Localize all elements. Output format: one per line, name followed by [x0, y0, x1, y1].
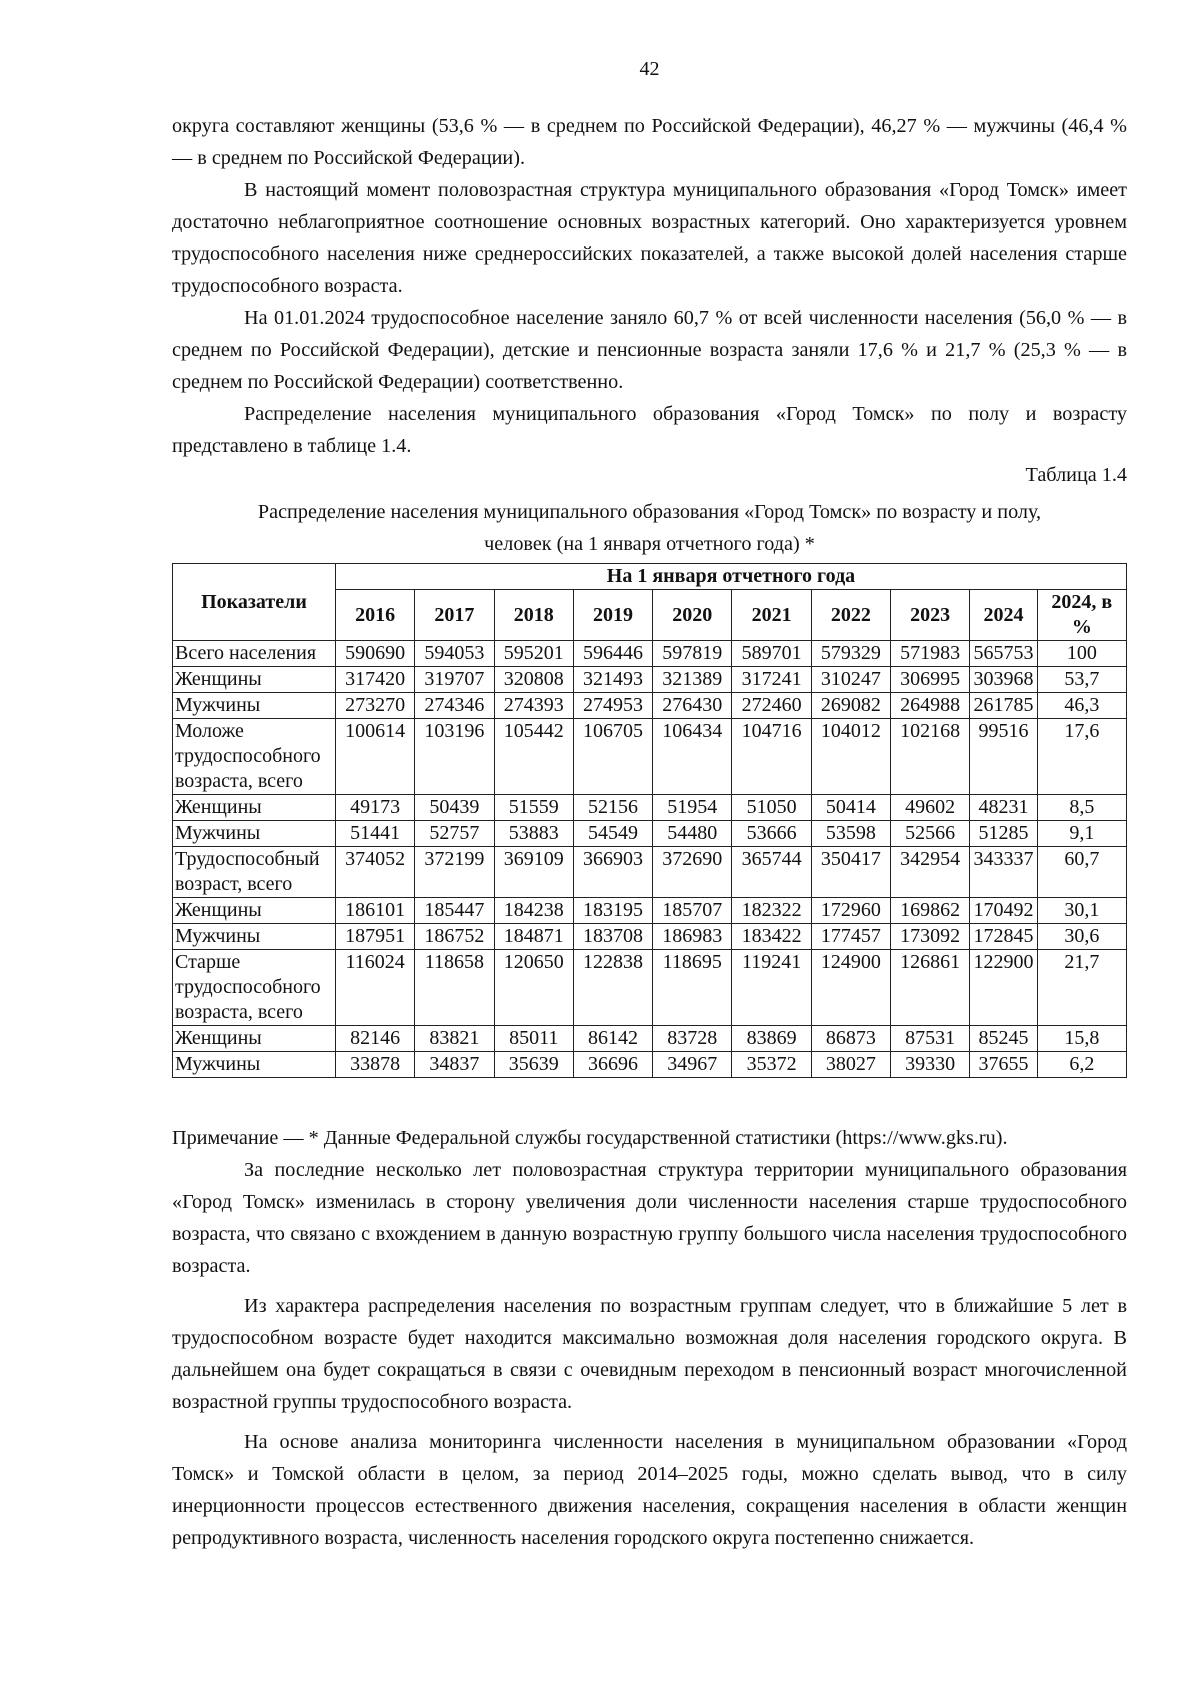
table-cell: 187951 — [335, 924, 414, 950]
row-label: Женщины — [173, 898, 336, 924]
table-label: Таблица 1.4 — [1025, 464, 1127, 486]
intro-paragraph: В настоящий момент половозрастная структура муниципального образования «Город Томск» имеет достаточно неблагоприятное соотношение основных возрастных категорий. Оно характеризуется уровнем трудоспособного населения ниже среднероссийских показателей, а также высокой долей населения старше трудоспособного возраста. — [172, 179, 1127, 297]
table-cell: 350417 — [811, 847, 890, 898]
closing-paragraph: На основе анализа мониторинга численности населения в муниципальном образовании «Город Томск» и Томской области в целом, за период 2014–2025 годы, можно сделать вывод, что в силу инерционности процессов естественного движения населения, сокращения населения в области женщин репродуктивного возраста, численность населения городского округа постепенно снижается. — [172, 1431, 1127, 1549]
table-cell: 310247 — [811, 667, 890, 693]
table-row — [173, 1026, 1127, 1052]
table-cell: 186752 — [415, 924, 494, 950]
table-cell: 106434 — [653, 719, 732, 795]
table-cell: 54480 — [653, 821, 732, 847]
table-cell: 46,3 — [1037, 693, 1126, 719]
table-cell: 51285 — [970, 821, 1037, 847]
header-year: 2021 — [732, 590, 811, 641]
table-row — [173, 693, 1127, 719]
table-cell: 342954 — [891, 847, 970, 898]
table-cell: 170492 — [970, 898, 1037, 924]
row-label: Всего населения — [173, 641, 336, 667]
table-cell: 184871 — [494, 924, 573, 950]
table-cell: 34967 — [653, 1052, 732, 1078]
table-cell: 83821 — [415, 1026, 494, 1052]
table-cell: 21,7 — [1037, 950, 1126, 1026]
table-cell: 52156 — [573, 795, 652, 821]
header-year: 2018 — [494, 590, 573, 641]
table-cell: 183195 — [573, 898, 652, 924]
table-cell: 102168 — [891, 719, 970, 795]
table-cell: 51559 — [494, 795, 573, 821]
table-cell: 36696 — [573, 1052, 652, 1078]
table-cell: 374052 — [335, 847, 414, 898]
table-cell: 372690 — [653, 847, 732, 898]
table-cell: 50439 — [415, 795, 494, 821]
table-cell: 15,8 — [1037, 1026, 1126, 1052]
table-cell: 169862 — [891, 898, 970, 924]
table-cell: 183422 — [732, 924, 811, 950]
table-cell: 172845 — [970, 924, 1037, 950]
table-cell: 321493 — [573, 667, 652, 693]
table-header-row — [173, 564, 1127, 590]
header-year: 2019 — [573, 590, 652, 641]
table-cell: 122900 — [970, 950, 1037, 1026]
row-label: Мужчины — [173, 924, 336, 950]
table-cell: 6,2 — [1037, 1052, 1126, 1078]
table-caption-line: человек (на 1 января отчетного года) * — [484, 533, 815, 555]
table-cell: 53883 — [494, 821, 573, 847]
table-cell: 38027 — [811, 1052, 890, 1078]
table-cell: 366903 — [573, 847, 652, 898]
table-cell: 30,6 — [1037, 924, 1126, 950]
table-cell: 177457 — [811, 924, 890, 950]
header-indicator: Показатели — [173, 564, 336, 641]
table-body — [173, 641, 1127, 1078]
table-cell: 183708 — [573, 924, 652, 950]
row-label: Моложе трудоспособного возраста, всего — [173, 719, 336, 795]
header-year: 2022 — [811, 590, 890, 641]
row-label: Женщины — [173, 1026, 336, 1052]
table-cell: 104716 — [732, 719, 811, 795]
table-cell: 274393 — [494, 693, 573, 719]
table-cell: 173092 — [891, 924, 970, 950]
table-cell: 594053 — [415, 641, 494, 667]
table-cell: 596446 — [573, 641, 652, 667]
table-row — [173, 719, 1127, 795]
table-cell: 116024 — [335, 950, 414, 1026]
table-cell: 100614 — [335, 719, 414, 795]
table-cell: 261785 — [970, 693, 1037, 719]
table-cell: 83728 — [653, 1026, 732, 1052]
table-cell: 51050 — [732, 795, 811, 821]
table-cell: 30,1 — [1037, 898, 1126, 924]
header-year: 2024, в % — [1037, 590, 1126, 641]
table-row — [173, 950, 1127, 1026]
table-caption — [172, 496, 1127, 560]
table-cell: 372199 — [415, 847, 494, 898]
table-cell: 35639 — [494, 1052, 573, 1078]
table-row — [173, 924, 1127, 950]
row-label: Женщины — [173, 667, 336, 693]
table-cell: 119241 — [732, 950, 811, 1026]
table-cell: 105442 — [494, 719, 573, 795]
table-cell: 185447 — [415, 898, 494, 924]
table-cell: 83869 — [732, 1026, 811, 1052]
table-cell: 269082 — [811, 693, 890, 719]
table-cell: 186983 — [653, 924, 732, 950]
table-cell: 320808 — [494, 667, 573, 693]
table-cell: 82146 — [335, 1026, 414, 1052]
table-cell: 39330 — [891, 1052, 970, 1078]
table-row — [173, 795, 1127, 821]
table-cell: 100 — [1037, 641, 1126, 667]
row-label: Старше трудоспособного возраста, всего — [173, 950, 336, 1026]
table-cell: 51954 — [653, 795, 732, 821]
closing-paragraph: Из характера распределения населения по возрастным группам следует, что в ближайшие 5 лет в трудоспособном возрасте будет находится максимально возможная доля населения городского округа. В дальнейшем она будет сокращаться в связи с очевидным переходом в пенсионный возраст многочисленной возрастной группы трудоспособного возраста. — [172, 1295, 1127, 1413]
row-label: Женщины — [173, 795, 336, 821]
table-cell: 33878 — [335, 1052, 414, 1078]
table-cell: 321389 — [653, 667, 732, 693]
table-row — [173, 667, 1127, 693]
table-cell: 317241 — [732, 667, 811, 693]
intro-paragraph: округа составляют женщины (53,6 % — в среднем по Российской Федерации), 46,27 % — мужчины (46,4 % — в среднем по Российской Федерации). — [172, 115, 1127, 169]
table-cell: 276430 — [653, 693, 732, 719]
header-year: 2017 — [415, 590, 494, 641]
table-cell: 184238 — [494, 898, 573, 924]
table-cell: 118658 — [415, 950, 494, 1026]
table-cell: 317420 — [335, 667, 414, 693]
table-cell: 86142 — [573, 1026, 652, 1052]
table-cell: 274953 — [573, 693, 652, 719]
table-cell: 99516 — [970, 719, 1037, 795]
table-cell: 597819 — [653, 641, 732, 667]
table-cell: 53,7 — [1037, 667, 1126, 693]
table-row — [173, 847, 1127, 898]
header-year: 2024 — [970, 590, 1037, 641]
intro-text — [172, 110, 1127, 462]
intro-paragraph: На 01.01.2024 трудоспособное население заняло 60,7 % от всей численности населения (56,0 % — в среднем по Российской Федерации), детские и пенсионные возраста заняли 17,6 % и 21,7 % (25,3 % — в среднем по Российской Федерации) соответственно. — [172, 307, 1127, 393]
table-cell: 50414 — [811, 795, 890, 821]
header-year: 2023 — [891, 590, 970, 641]
table-cell: 124900 — [811, 950, 890, 1026]
table-cell: 87531 — [891, 1026, 970, 1052]
table-cell: 264988 — [891, 693, 970, 719]
table-cell: 35372 — [732, 1052, 811, 1078]
page-number: 42 — [639, 58, 660, 80]
table-cell: 85011 — [494, 1026, 573, 1052]
table-note: Примечание — * Данные Федеральной службы государственной статистики (https://www.gks.ru). — [172, 1127, 1008, 1149]
table-cell: 186101 — [335, 898, 414, 924]
table-cell: 274346 — [415, 693, 494, 719]
table-cell: 52757 — [415, 821, 494, 847]
table-cell: 122838 — [573, 950, 652, 1026]
table-cell: 53666 — [732, 821, 811, 847]
header-year: 2020 — [653, 590, 732, 641]
table-row — [173, 898, 1127, 924]
table-row — [173, 821, 1127, 847]
table-cell: 9,1 — [1037, 821, 1126, 847]
table-cell: 182322 — [732, 898, 811, 924]
table-cell: 365744 — [732, 847, 811, 898]
table-cell: 103196 — [415, 719, 494, 795]
table-cell: 126861 — [891, 950, 970, 1026]
table-row — [173, 1052, 1127, 1078]
intro-paragraph: Распределение населения муниципального образования «Город Томск» по полу и возрасту представлено в таблице 1.4. — [172, 403, 1127, 457]
table-cell: 590690 — [335, 641, 414, 667]
table-cell: 34837 — [415, 1052, 494, 1078]
table-cell: 104012 — [811, 719, 890, 795]
table-cell: 86873 — [811, 1026, 890, 1052]
table-cell: 272460 — [732, 693, 811, 719]
table-cell: 37655 — [970, 1052, 1037, 1078]
table-cell: 273270 — [335, 693, 414, 719]
table-cell: 49602 — [891, 795, 970, 821]
table-cell: 172960 — [811, 898, 890, 924]
table-caption-line: Распределение населения муниципального образования «Город Томск» по возрасту и полу, — [257, 501, 1042, 523]
table-cell: 54549 — [573, 821, 652, 847]
row-label: Мужчины — [173, 1052, 336, 1078]
table-cell: 343337 — [970, 847, 1037, 898]
row-label: Мужчины — [173, 821, 336, 847]
table-cell: 571983 — [891, 641, 970, 667]
table-cell: 51441 — [335, 821, 414, 847]
table-cell: 106705 — [573, 719, 652, 795]
table-cell: 52566 — [891, 821, 970, 847]
table-cell: 8,5 — [1037, 795, 1126, 821]
table-row — [173, 641, 1127, 667]
row-label: Мужчины — [173, 693, 336, 719]
table-cell: 120650 — [494, 950, 573, 1026]
header-year: 2016 — [335, 590, 414, 641]
table-cell: 595201 — [494, 641, 573, 667]
table-cell: 579329 — [811, 641, 890, 667]
table-cell: 60,7 — [1037, 847, 1126, 898]
row-label: Трудоспособный возраст, всего — [173, 847, 336, 898]
table-cell: 53598 — [811, 821, 890, 847]
population-table — [172, 563, 1127, 1078]
table-cell: 565753 — [970, 641, 1037, 667]
table-cell: 85245 — [970, 1026, 1037, 1052]
table-cell: 369109 — [494, 847, 573, 898]
table-cell: 17,6 — [1037, 719, 1126, 795]
table-cell: 48231 — [970, 795, 1037, 821]
table-cell: 185707 — [653, 898, 732, 924]
table-cell: 306995 — [891, 667, 970, 693]
table-cell: 49173 — [335, 795, 414, 821]
closing-paragraph: За последние несколько лет половозрастная структура территории муниципального образования «Город Томск» изменилась в сторону увеличения доли численности населения старше трудоспособного возраста, что связано с вхождением в данную возрастную группу большого числа населения трудоспособного возраста. — [172, 1159, 1127, 1277]
table-cell: 118695 — [653, 950, 732, 1026]
closing-text — [172, 1154, 1127, 1554]
table-cell: 303968 — [970, 667, 1037, 693]
table-cell: 319707 — [415, 667, 494, 693]
table-cell: 589701 — [732, 641, 811, 667]
header-group: На 1 января отчетного года — [335, 564, 1126, 590]
